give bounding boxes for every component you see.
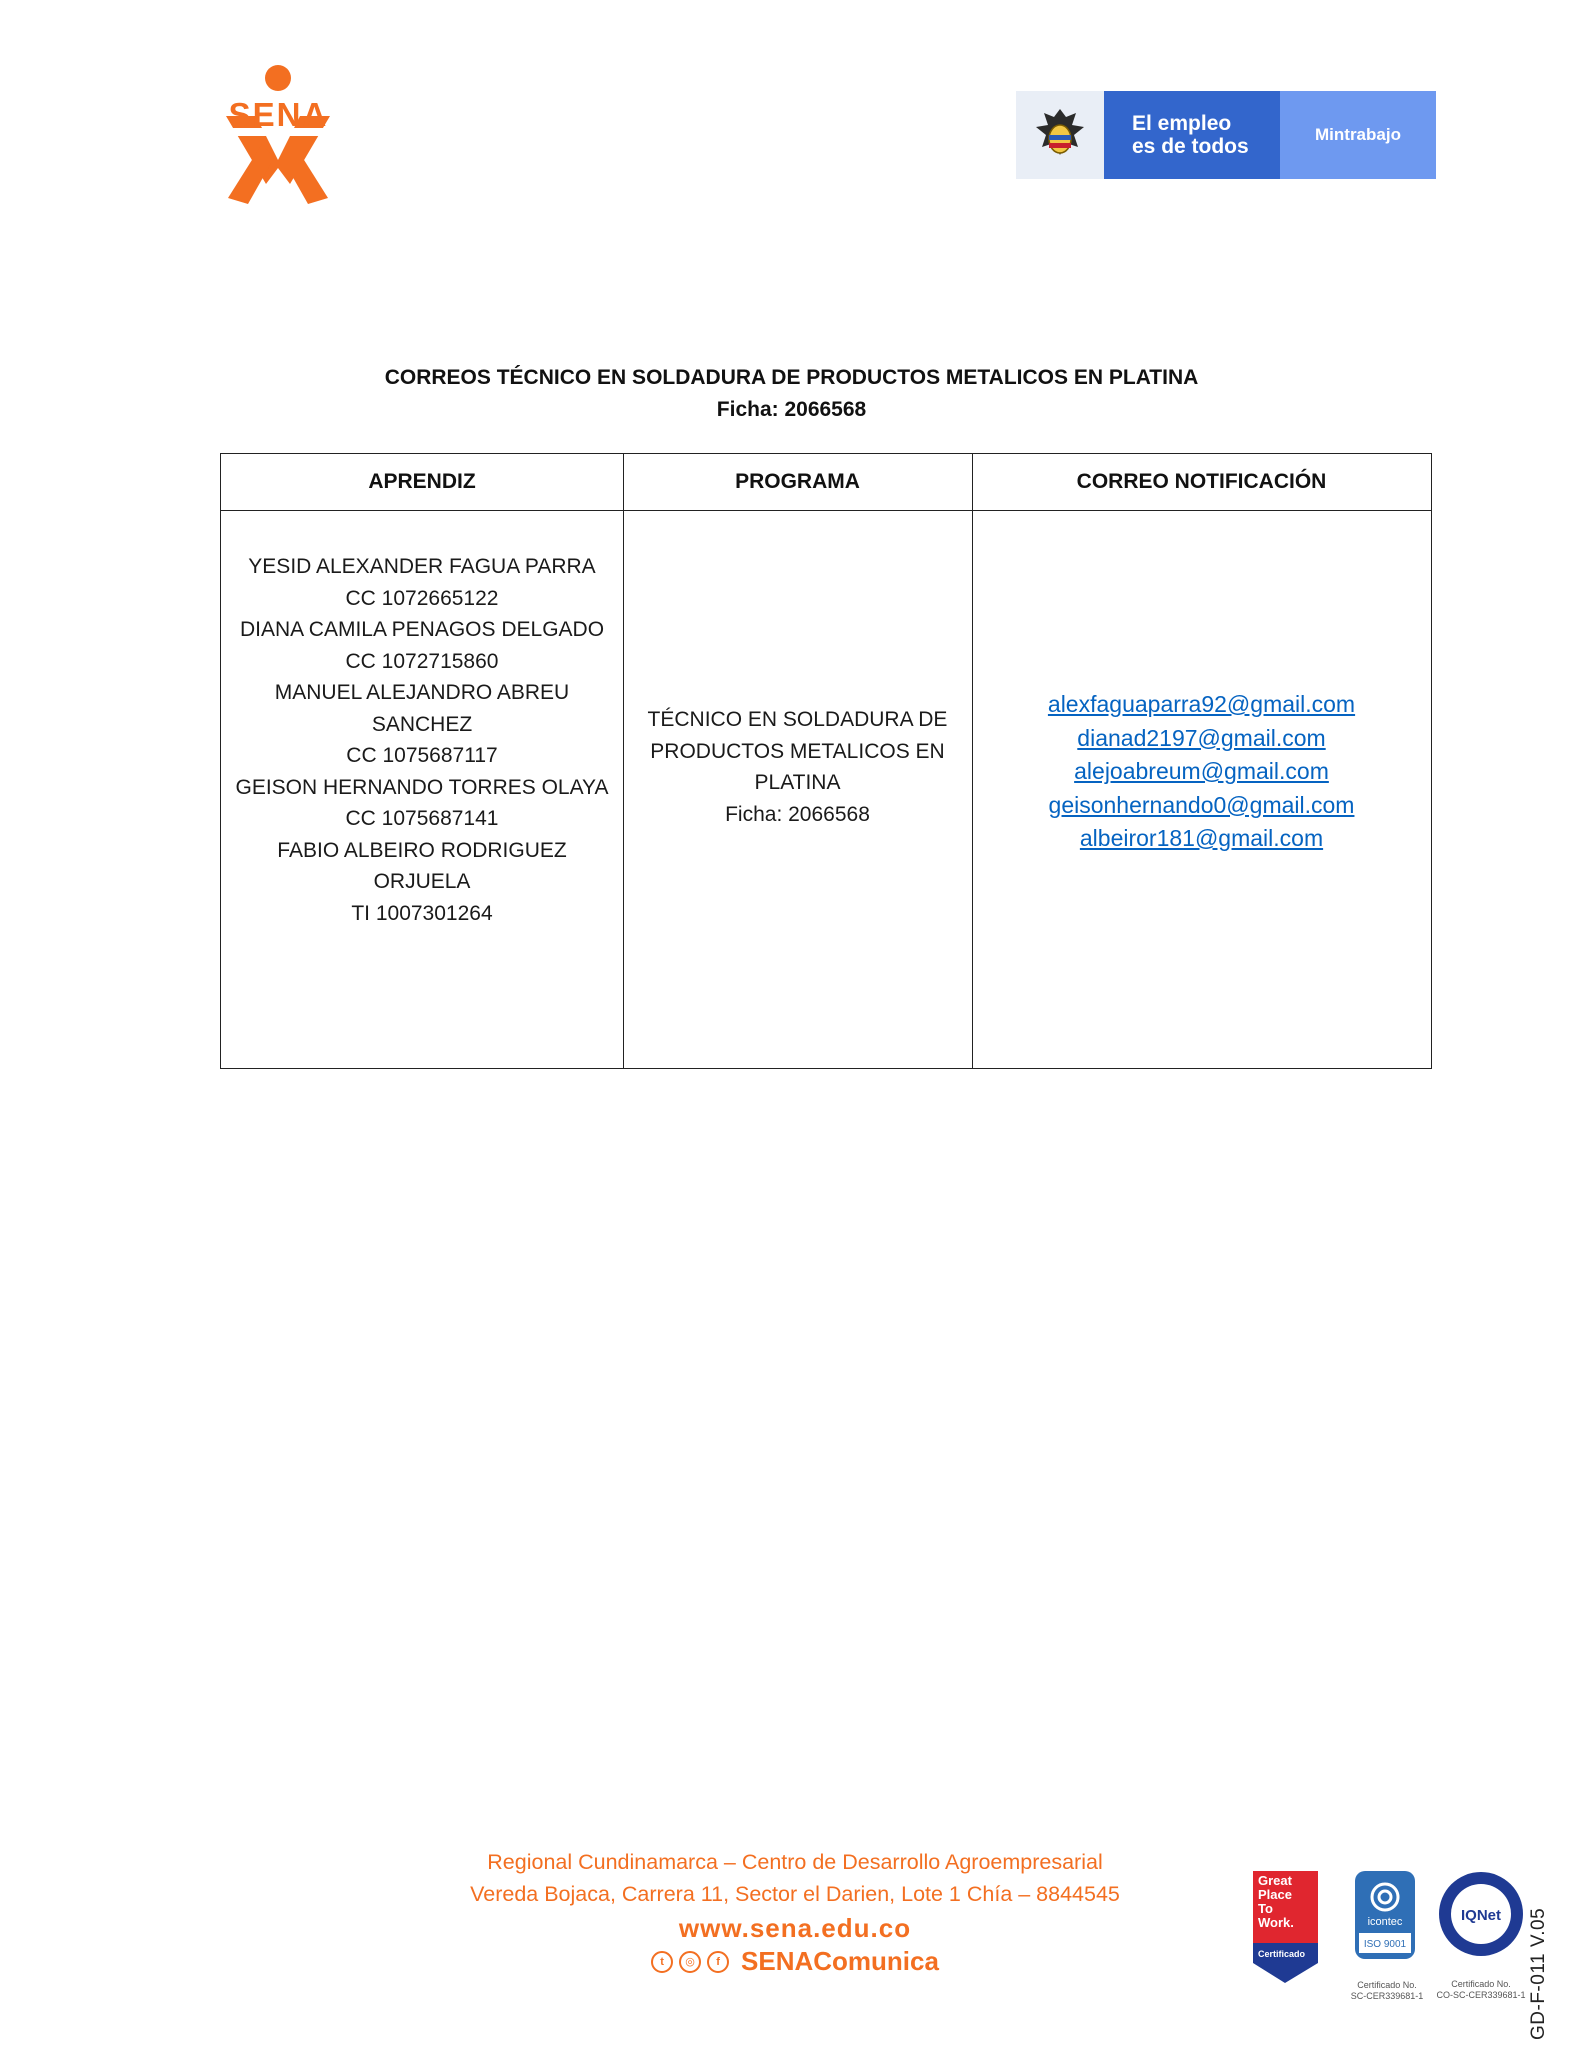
iqnet-name: IQNet <box>1460 1907 1502 1924</box>
data-table <box>220 453 1432 1069</box>
gov-ministry: Mintrabajo <box>1280 91 1436 179</box>
footer <box>400 1846 1190 1977</box>
icontec-cert-label: Certificado No. <box>1357 1980 1417 1990</box>
header-correo: CORREO NOTIFICACIÓN <box>1076 470 1327 493</box>
document-title <box>0 362 1583 426</box>
social-handle: SENAComunica <box>741 1946 939 1976</box>
email-link[interactable]: alexfaguaparra92@gmail.com <box>1047 691 1356 717</box>
email-link[interactable]: alejoabreum@gmail.com <box>1074 758 1329 784</box>
icontec-name: icontec <box>1367 1916 1403 1928</box>
document-title-line2: Ficha: 2066568 <box>716 398 867 421</box>
header-aprendiz: APRENDIZ <box>368 470 476 493</box>
aprendiz-line: CC 1075687117 <box>346 744 498 767</box>
aprendiz-line: CC 1072715860 <box>345 649 499 673</box>
table-divider <box>221 510 1431 511</box>
gov-banner <box>1016 91 1436 179</box>
email-link[interactable]: dianad2197@gmail.com <box>1077 724 1326 751</box>
gov-slogan-line2: es de todos <box>1132 135 1249 158</box>
instagram-icon: ◎ <box>679 1951 701 1973</box>
document-title-line1: CORREOS TÉCNICO EN SOLDADURA DE PRODUCTOS METALICOS EN PLATINA <box>384 366 1199 389</box>
iqnet-cert-no: CO-SC-CER339681-1 <box>1436 1990 1526 2000</box>
programa-line: TÉCNICO EN SOLDADURA DE <box>647 708 948 731</box>
aprendiz-line: SANCHEZ <box>371 712 473 736</box>
aprendiz-line: GEISON HERNANDO TORRES OLAYA <box>235 775 609 799</box>
iqnet-cert-label: Certificado No. <box>1451 1979 1511 1989</box>
sena-logo-text: SENA <box>228 96 329 133</box>
gov-slogan-line1: El empleo <box>1132 112 1232 135</box>
gptw-line: To <box>1258 1901 1273 1916</box>
aprendiz-line: ORJUELA <box>373 870 471 893</box>
aprendiz-line: CC 1075687141 <box>345 807 499 830</box>
email-link[interactable]: geisonhernando0@gmail.com <box>1048 791 1355 818</box>
header-programa: PROGRAMA <box>735 470 860 493</box>
facebook-icon: f <box>707 1951 729 1973</box>
aprendiz-line: YESID ALEXANDER FAGUA PARRA <box>248 555 596 578</box>
aprendiz-line: CC 1072665122 <box>345 586 499 610</box>
sena-logo-graphic <box>206 64 351 204</box>
footer-website: www.sena.edu.co <box>678 1913 912 1943</box>
gptw-line: Great <box>1258 1873 1292 1888</box>
twitter-icon: t <box>651 1951 673 1973</box>
email-link[interactable]: albeiror181@gmail.com <box>1079 825 1324 851</box>
aprendiz-line: MANUEL ALEJANDRO ABREU <box>274 681 570 704</box>
cell-correo <box>972 688 1431 856</box>
programa-line: PLATINA <box>754 771 841 794</box>
gov-slogan <box>1104 91 1280 179</box>
iqnet-badge <box>1421 1870 1541 2000</box>
aprendiz-line: DIANA CAMILA PENAGOS DELGADO <box>239 618 605 641</box>
icontec-badge <box>1343 1871 1431 1999</box>
aprendiz-line: TI 1007301264 <box>351 901 493 925</box>
footer-regional: Regional Cundinamarca – Centro de Desarrollo Agroempresarial <box>487 1850 1103 1874</box>
social-row <box>400 1946 1190 1977</box>
footer-address: Vereda Bojaca, Carrera 11, Sector el Darien, Lote 1 Chía – 8844545 <box>470 1882 1120 1906</box>
cell-programa <box>623 704 972 830</box>
icontec-iso: ISO 9001 <box>1363 1939 1407 1950</box>
colombia-seal-icon <box>1016 91 1104 179</box>
sena-logo <box>206 64 351 204</box>
aprendiz-line: FABIO ALBEIRO RODRIGUEZ <box>277 838 567 862</box>
gptw-line: Certificado <box>1258 1949 1306 1959</box>
gptw-badge <box>1253 1871 1318 1983</box>
gptw-line: Place <box>1258 1887 1292 1902</box>
form-code: GD-F-011 V.05 <box>1528 1907 1549 2040</box>
cell-aprendiz <box>221 551 623 929</box>
icontec-cert-no: SC-CER339681-1 <box>1350 1991 1424 2001</box>
gptw-line: Work. <box>1258 1915 1294 1930</box>
programa-line: PRODUCTOS METALICOS EN <box>650 739 945 763</box>
programa-line: Ficha: 2066568 <box>725 802 870 826</box>
